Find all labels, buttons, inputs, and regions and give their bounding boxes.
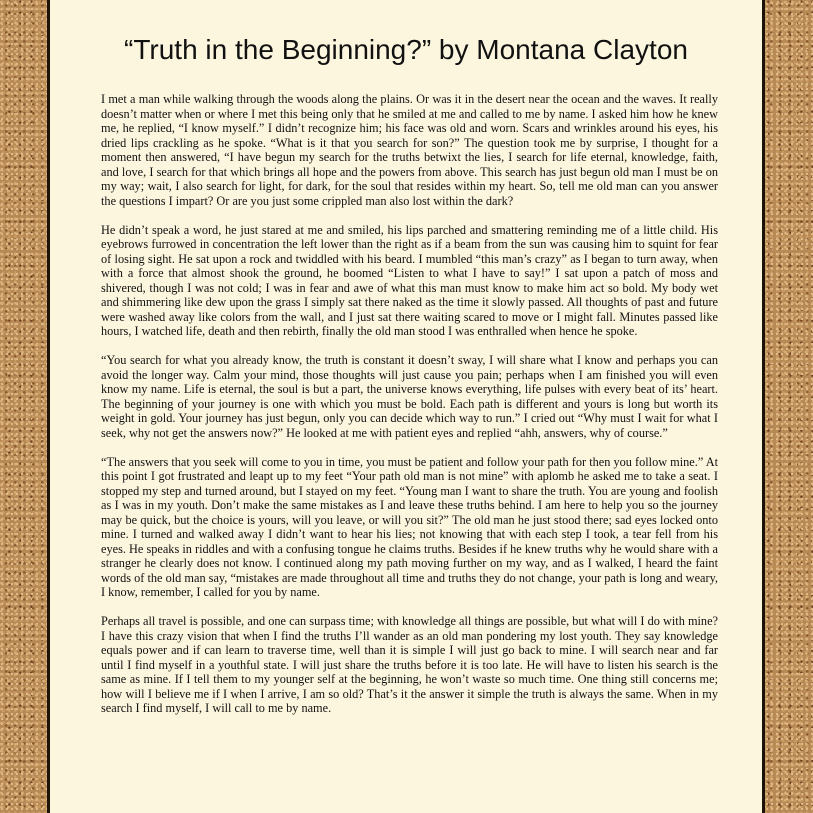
paragraph: I met a man while walking through the woods along the plains. Or was it in the desert near the ocean and the waves. It really doesn’t matter when or where I met this being only that he smiled at me and called to me by name. I asked him how he knew me, he replied, “I know myself.” I didn’t recognize him; his face was old and worn. Scars and wrinkles around his eyes, his dried lips crackling as he spoke. “What is it that you search for son?” The question took me by surprise, I thought for a moment then answered, “I have begun my search for the truths betwixt the lies, I search for life eternal, knowledge, faith, and love, I search for that which brings all hope and the powers from above. This search has just begun old man I must be on my way; wait, I also search for light, for dark, for the soul that resides within my heart. So, tell me old man can you answer the questions I impart? Or are you just some crippled man also lost within the dark? (101, 92, 718, 208)
document-title: “Truth in the Beginning?” by Montana Clayton (124, 34, 688, 65)
document-page (47, 0, 765, 813)
paragraph: “The answers that you seek will come to you in time, you must be patient and follow your path for then you follow mine.” At this point I got frustrated and leapt up to my feet “Your path old man is not mine” with aplomb he asked me to take a seat. I stopped my step and turned around, but I stayed on my feet. “Young man I want to share the truth. You are young and foolish as I was in my youth. Don’t make the same mistakes as I and leave these truths behind. I am here to help you so the journey may be quick, but the choice is yours, will you leave, or will you sit?” The old man he just stood there; sad eyes locked onto mine. I turned and walked away I didn’t want to hear his lies; not knowing that with each step I took, a tear fell from his eyes. He speaks in riddles and with a confusing tongue he claims truths. Besides if he knew truths why he would share with a stranger he clearly does not know. I continued along my path moving further on my way, and as I walked, I heard the faint words of the old man say, “mistakes are made throughout all time and truths they do not change, your path is long and weary, I know, remember, I called for you by name. (101, 454, 718, 599)
paragraph: “You search for what you already know, the truth is constant it doesn’t sway, I will share what I know and perhaps you can avoid the longer way. Calm your mind, those thoughts will just cause you pain; perhaps when I am finished you will even know my name. Life is eternal, the soul is but a part, the universe knows everything, life pulses with every beat of its’ heart. The beginning of your journey is one with which you must be bold. Each path is different and yours is long but worth its weight in gold. Your journey has just begun, only you can decide which way to run.” I cried out “Why must I wait for what I seek, why not get the answers now?” He looked at me with patient eyes and replied “ahh, answers, why of course.” (101, 353, 718, 440)
document-body (101, 92, 718, 730)
paragraph: He didn’t speak a word, he just stared at me and smiled, his lips parched and smattering reminding me of a little child. His eyebrows furrowed in concentration the left lower than the right as if a beam from the sun was causing him to squint for fear of losing sight. He sat upon a rock and twiddled with his beard. I mumbled “this man’s crazy” as I began to turn away, when with a force that almost shook the ground, he boomed “Listen to what I have to say!” I sat upon a patch of moss and shivered, though I was not cold; I was in fear and awe of what this man must know to make him act so bold. My body wet and shimmering like dew upon the grass I simply sat there naked as the time it slowly passed. All thoughts of past and future were washed away like colors from the wall, and I just sat there waiting scared to move or I might fall. Minutes passed like hours, I watched life, death and then rebirth, finally the old man stood I was enthralled when hence he spoke. (101, 222, 718, 338)
paragraph: Perhaps all travel is possible, and one can surpass time; with knowledge all things are possible, but what will I do with mine? I have this crazy vision that when I find the truths I’ll wander as an old man pondering my lost youth. They say knowledge equals power and if can learn to traverse time, well than it is simple I will just go back to mine. I will search near and far until I find myself in a youthful state. I will just share the truths before it is too late. He will have to listen his search is the same as mine. If I tell them to my younger self at the beginning, he won’t waste so much time. One thing still concerns me; how will I believe me if I when I arrive, I am so old? That’s it the answer it simple the truth is always the same. When in my search I find myself, I will call to me by name. (101, 614, 718, 715)
